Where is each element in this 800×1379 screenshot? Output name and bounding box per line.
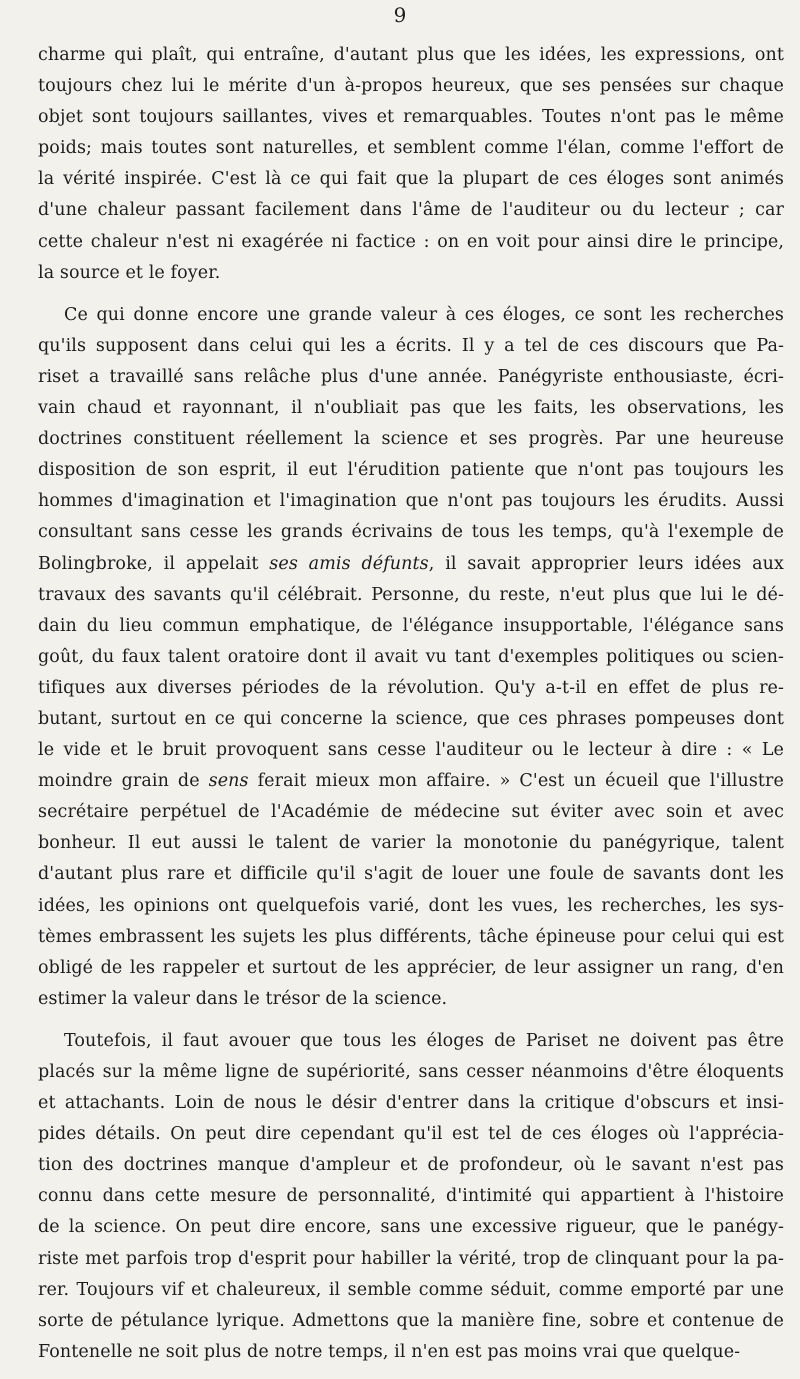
text-line: tèmes embrassent les sujets les plus différents, tâche épineuse pour celui qui est (38, 926, 784, 947)
text-line: bonheur. Il eut aussi le talent de varier la monotonie du panégyrique, talent (38, 833, 784, 854)
text-line: hommes d'imagination et l'imagination que n'ont pas toujours les érudits. Aussi (38, 491, 784, 512)
text-line: sorte de pétulance lyrique. Admettons que la manière fine, sobre et contenue de (38, 1310, 784, 1331)
text-line: estimer la valeur dans le trésor de la science. (38, 988, 448, 1009)
text-line: moindre grain de sens ferait mieux mon affaire. » C'est un écueil que l'illustre (38, 771, 784, 792)
text-line: tion des doctrines manque d'ampleur et de profondeur, où le savant n'est pas (38, 1155, 784, 1176)
text-line: d'autant plus rare et difficile qu'il s'agit de louer une foule de savants dont les (38, 864, 784, 885)
text-line: idées, les opinions ont quelquefois varié, dont les vues, les recherches, les sys- (38, 895, 784, 916)
text-line: butant, surtout en ce qui concerne la science, que ces phrases pompeuses dont (38, 708, 784, 729)
page-number: 9 (393, 3, 407, 27)
text-line: disposition de son esprit, il eut l'érudition patiente que n'ont pas toujours les (38, 460, 784, 481)
body-text (38, 40, 784, 1379)
text-line: Ce qui donne encore une grande valeur à ces éloges, ce sont les recherches (64, 304, 784, 325)
text-line: secrétaire perpétuel de l'Académie de médecine sut éviter avec soin et avec (38, 802, 784, 823)
text-line: goût, du faux talent oratoire dont il avait vu tant d'exemples politiques ou scien- (38, 646, 784, 667)
text-line: le vide et le bruit provoquent sans cesse l'auditeur ou le lecteur à dire : « Le (38, 740, 784, 761)
text-line: Toutefois, il faut avouer que tous les éloges de Pariset ne doivent pas être (64, 1030, 784, 1051)
text-line: obligé de les rappeler et surtout de les apprécier, de leur assigner un rang, d'en (38, 957, 784, 978)
text-line: vain chaud et rayonnant, il n'oubliait pas que les faits, les observations, les (38, 398, 784, 419)
text-line: toujours chez lui le mérite d'un à-propos heureux, que ses pensées sur chaque (38, 76, 784, 97)
text-line: la source et le foyer. (38, 262, 221, 283)
text-line: doctrines constituent réellement la science et ses progrès. Par une heureuse (38, 429, 784, 450)
italic-phrase: ses amis défunts (269, 553, 429, 574)
text-line: consultant sans cesse les grands écrivains de tous les temps, qu'à l'exemple de (38, 522, 784, 543)
text-line: cette chaleur n'est ni exagérée ni factice : on en voit pour ainsi dire le principe, (38, 231, 784, 252)
text-line: d'une chaleur passant facilement dans l'âme de l'auditeur ou du lecteur ; car (38, 200, 784, 221)
text-line: qu'ils supposent dans celui qui les a écrits. Il y a tel de ces discours que Pa- (38, 335, 784, 356)
text-line: dain du lieu commun emphatique, de l'élégance insupportable, l'élégance sans (38, 615, 784, 636)
text-line: de la science. On peut dire encore, sans une excessive rigueur, que le panégy- (38, 1217, 784, 1238)
paragraph (38, 300, 784, 1015)
text-line: charme qui plaît, qui entraîne, d'autant plus que les idées, les expressions, ont (38, 45, 784, 65)
text-line: connu dans cette mesure de personnalité, d'intimité qui appartient à l'histoire (38, 1186, 784, 1207)
text-line: riste met parfois trop d'esprit pour habiller la vérité, trop de clinquant pour la pa- (38, 1248, 784, 1269)
text-line: la vérité inspirée. C'est là ce qui fait que la plupart de ces éloges sont animés (38, 169, 784, 190)
text-line: objet sont toujours saillantes, vives et remarquables. Toutes n'ont pas le même (38, 107, 784, 128)
text-line: travaux des savants qu'il célébrait. Personne, du reste, n'eut plus que lui le dé- (38, 584, 784, 605)
paragraph (38, 1026, 784, 1368)
text-line: pides détails. On peut dire cependant qu'il est tel de ces éloges où l'apprécia- (38, 1124, 784, 1145)
text-line: rer. Toujours vif et chaleureux, il semble comme séduit, comme emporté par une (38, 1279, 784, 1300)
text-line: tifiques aux diverses périodes de la révolution. Qu'y a-t-il en effet de plus re- (38, 677, 784, 698)
text-line: et attachants. Loin de nous le désir d'entrer dans la critique d'obscurs et insi- (38, 1093, 784, 1114)
text-line: riset a travaillé sans relâche plus d'une année. Panégyriste enthousiaste, écri- (38, 366, 784, 387)
text-line: Fontenelle ne soit plus de notre temps, il n'en est pas moins vrai que quelque- (38, 1341, 741, 1362)
text-line: poids; mais toutes sont naturelles, et semblent comme l'élan, comme l'effort de (38, 138, 784, 159)
text-line: placés sur la même ligne de supériorité, sans cesser néanmoins d'être éloquents (38, 1062, 784, 1082)
text-line: Bolingbroke, il appelait ses amis défunts, il savait approprier leurs idées aux (38, 553, 784, 574)
paragraph (38, 40, 784, 289)
italic-phrase: sens (208, 771, 249, 792)
